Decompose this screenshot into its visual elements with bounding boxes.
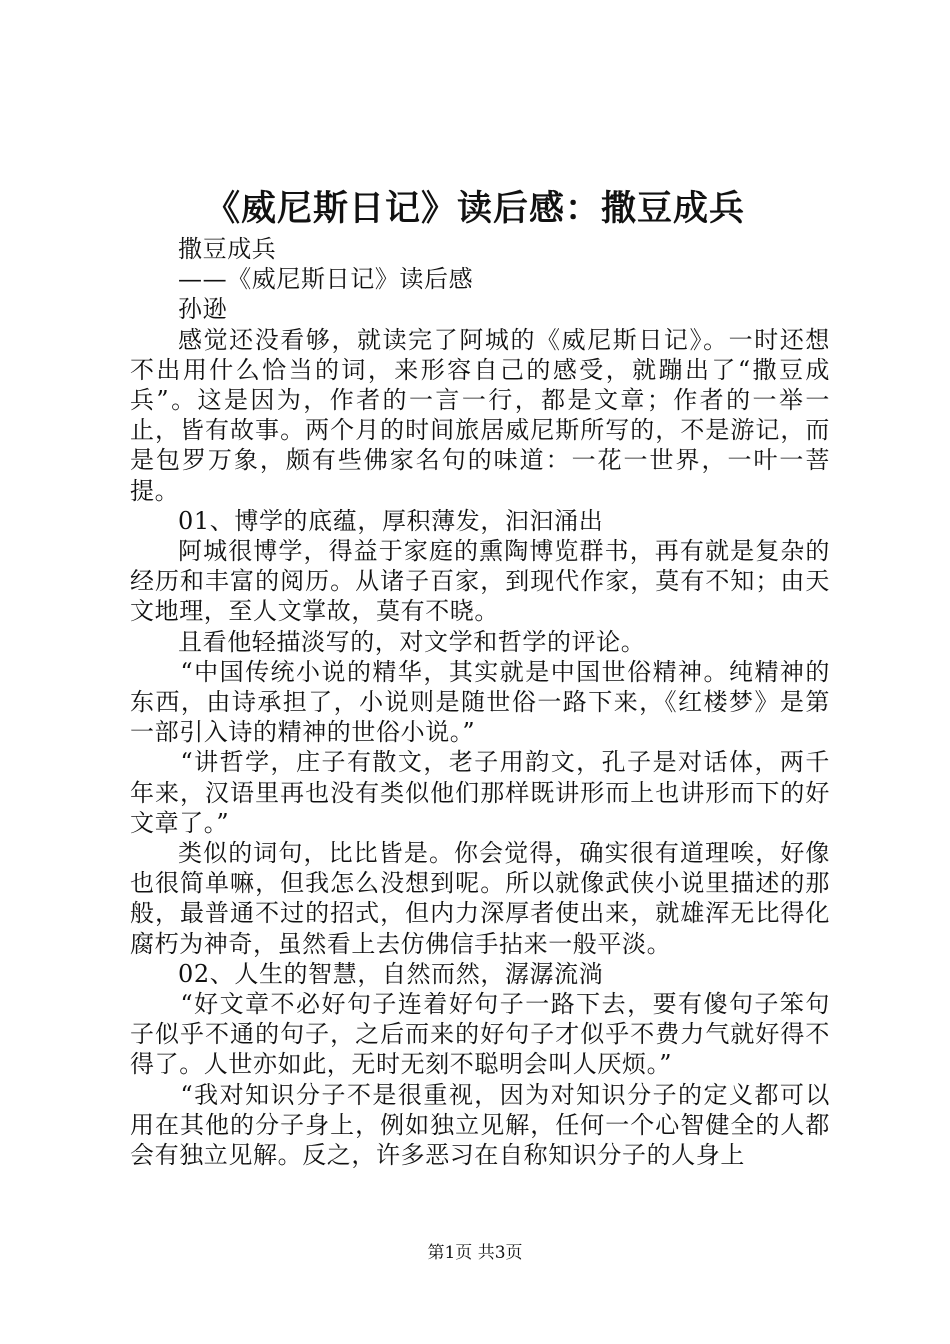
body-paragraph: 阿城很博学，得益于家庭的熏陶博览群书，再有就是复杂的经历和丰富的阅历。从诸子百家，到现代作家，莫有不知；由天文地理，至人文掌故，莫有不晓。 bbox=[130, 537, 830, 626]
subtitle-line: 撒豆成兵 bbox=[178, 235, 277, 263]
quote-paragraph: “中国传统小说的精华，其实就是中国世俗精神。纯精神的东西，由诗承担了，小说则是随世俗一路下来，《红楼梦》是第一部引入诗的精神的世俗小说。” bbox=[130, 657, 830, 747]
section-heading: 01、博学的底蕴，厚积薄发，汩汩涌出 bbox=[178, 506, 604, 535]
section-heading: 02、人生的智慧，自然而然，潺潺流淌 bbox=[178, 959, 604, 988]
document-title: 《威尼斯日记》读后感：撒豆成兵 bbox=[204, 188, 745, 229]
document-body bbox=[130, 234, 830, 1170]
quote-paragraph: “好文章不必好句子连着好句子一路下去，要有傻句子笨句子似乎不通的句子，之后而来的好句子才似乎不费力气就好得不得了。人世亦如此，无时无刻不聪明会叫人厌烦。” bbox=[130, 990, 830, 1079]
quote-paragraph: “讲哲学，庄子有散文，老子用韵文，孔子是对话体，两千年来，汉语里再也没有类似他们那样既讲形而上也讲形而下的好文章了。” bbox=[130, 748, 830, 837]
body-paragraph: 类似的词句，比比皆是。你会觉得，确实很有道理唉，好像也很简单嘛，但我怎么没想到呢。所以就像武侠小说里描述的那般，最普通不过的招式，但内力深厚者使出来，就雄浑无比得化腐朽为神奇，虽然看上去仿佛信手拈来一般平淡。 bbox=[130, 839, 830, 958]
subtitle-line: ——《威尼斯日记》读后感 bbox=[178, 265, 474, 294]
body-paragraph: 且看他轻描淡写的，对文学和哲学的评论。 bbox=[178, 627, 646, 656]
page-number: 第1页 共3页 bbox=[427, 1243, 523, 1263]
quote-paragraph: “我对知识分子不是很重视，因为对知识分子的定义都可以用在其他的分子身上，例如独立见解，任何一个心智健全的人都会有独立见解。反之，许多恶习在自称知识分子的人身上 bbox=[130, 1080, 830, 1170]
author-line: 孙逊 bbox=[178, 295, 228, 324]
body-paragraph: 感觉还没看够，就读完了阿城的《威尼斯日记》。一时还想不出用什么恰当的词，来形容自己的感受，就蹦出了“撒豆成兵”。这是因为，作者的一言一行，都是文章；作者的一举一止，皆有故事。两个月的时间旅居威尼斯所写的，不是游记，而是包罗万象，颇有些佛家名句的味道：一花一世界，一叶一菩提。 bbox=[130, 325, 830, 505]
